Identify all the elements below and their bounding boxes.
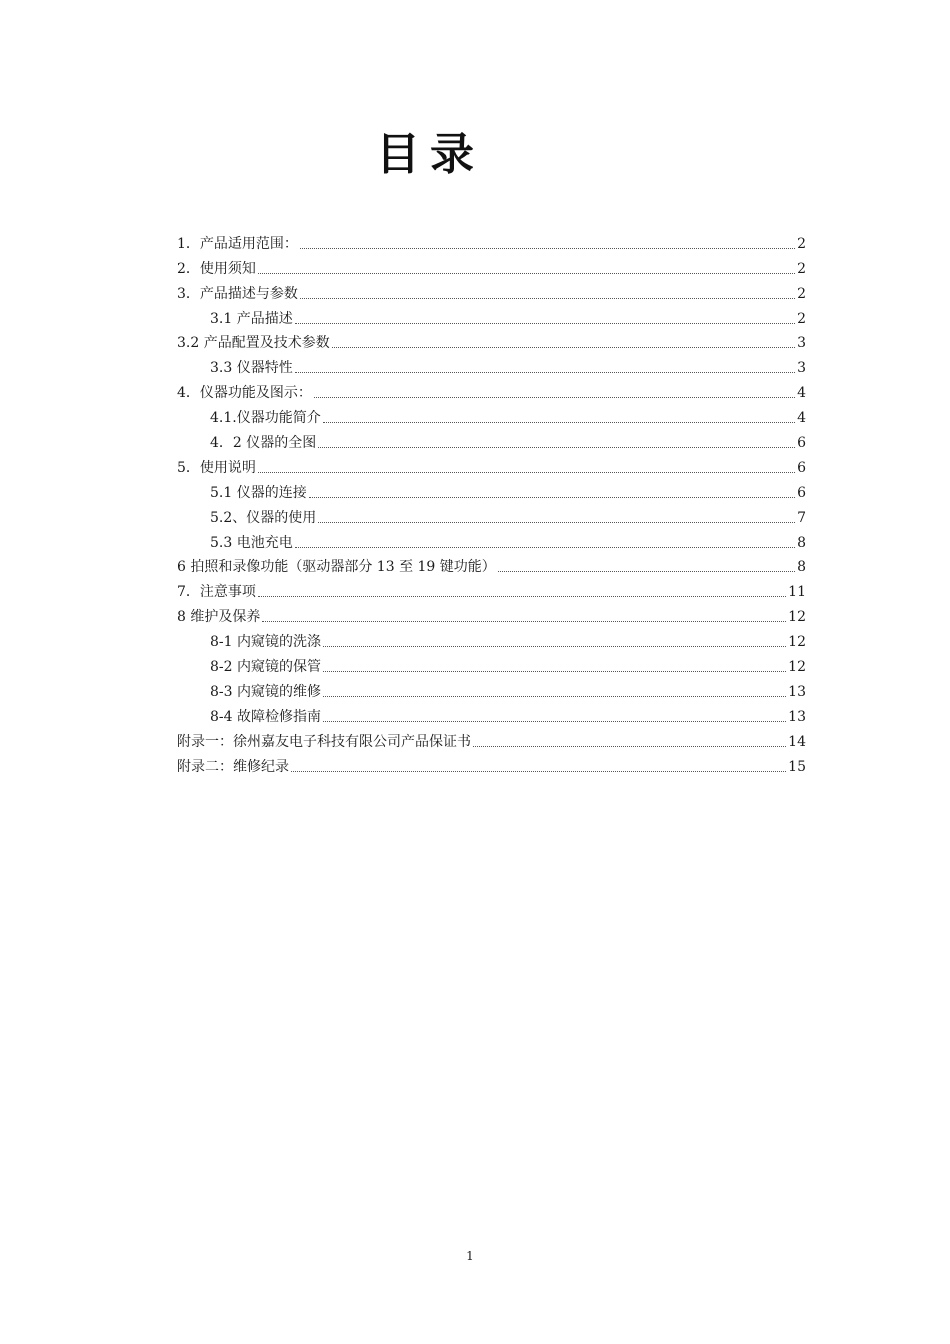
toc-entry[interactable] (177, 751, 806, 776)
toc-entry-label: 6 拍照和录像功能（驱动器部分 13 至 19 键功能） (177, 559, 496, 576)
toc-entry[interactable] (177, 452, 806, 477)
toc-entry-page-number: 12 (788, 634, 806, 651)
toc-entry-page-number: 6 (797, 459, 806, 476)
toc-entry-label: 3．产品描述与参数 (177, 285, 298, 302)
toc-entry-page-number: 8 (797, 534, 806, 551)
toc-dot-leader (323, 645, 786, 647)
toc-entry-page-number: 2 (797, 235, 806, 252)
toc-entry-label: 3.1 产品描述 (210, 310, 293, 327)
toc-entry[interactable] (177, 427, 806, 452)
toc-entry-page-number: 12 (788, 659, 806, 676)
toc-entry-page-number: 3 (797, 360, 806, 377)
toc-entry-page-number: 13 (788, 683, 806, 700)
toc-entry-page-number: 7 (797, 509, 806, 526)
toc-dot-leader (473, 745, 786, 747)
toc-title: 目录 (376, 129, 484, 180)
toc-entry[interactable] (177, 328, 806, 353)
toc-dot-leader (300, 297, 795, 299)
toc-dot-leader (258, 272, 795, 274)
toc-entry-label: 2．使用须知 (177, 260, 256, 277)
toc-dot-leader (318, 446, 795, 448)
toc-dot-leader (309, 496, 795, 498)
toc-entry-label: 4．2 仪器的全图 (210, 435, 317, 452)
toc-entry-label: 附录二：维修纪录 (177, 758, 289, 775)
toc-dot-leader (291, 770, 786, 772)
table-of-contents (177, 228, 806, 776)
toc-entry[interactable] (177, 626, 806, 651)
toc-dot-leader (295, 546, 795, 548)
toc-dot-leader (323, 670, 786, 672)
toc-entry-page-number: 6 (797, 435, 806, 452)
toc-entry-label: 3.2 产品配置及技术参数 (177, 335, 330, 352)
toc-dot-leader (258, 471, 795, 473)
toc-entry[interactable] (177, 726, 806, 751)
toc-dot-leader (295, 371, 795, 373)
toc-entry-page-number: 6 (797, 484, 806, 501)
toc-entry[interactable] (177, 676, 806, 701)
toc-entry[interactable] (177, 502, 806, 527)
toc-entry-label: 3.3 仪器特性 (210, 360, 293, 377)
toc-entry[interactable] (177, 278, 806, 303)
toc-entry-page-number: 14 (788, 733, 806, 750)
toc-dot-leader (258, 595, 786, 597)
toc-entry-label: 8-4 故障检修指南 (210, 708, 321, 725)
toc-dot-leader (332, 346, 795, 348)
toc-entry[interactable] (177, 477, 806, 502)
toc-entry-page-number: 12 (788, 609, 806, 626)
toc-entry[interactable] (177, 576, 806, 601)
toc-dot-leader (323, 695, 786, 697)
toc-dot-leader (498, 570, 795, 572)
toc-entry-label: 5．使用说明 (177, 459, 256, 476)
toc-entry-page-number: 8 (797, 559, 806, 576)
toc-dot-leader (323, 421, 795, 423)
toc-entry-label: 7．注意事项 (177, 584, 256, 601)
toc-entry-label: 5.1 仪器的连接 (210, 484, 307, 501)
toc-entry-label: 4．仪器功能及图示： (177, 385, 312, 402)
toc-entry-label: 1．产品适用范围： (177, 235, 298, 252)
toc-entry[interactable] (177, 228, 806, 253)
toc-entry[interactable] (177, 552, 806, 577)
toc-entry-label: 8-2 内窥镜的保管 (210, 659, 321, 676)
toc-entry[interactable] (177, 601, 806, 626)
toc-entry-page-number: 3 (797, 335, 806, 352)
toc-entry[interactable] (177, 651, 806, 676)
toc-entry[interactable] (177, 253, 806, 278)
toc-dot-leader (262, 620, 786, 622)
toc-entry-page-number: 4 (797, 385, 806, 402)
toc-entry-label: 5.2、仪器的使用 (210, 509, 317, 526)
toc-dot-leader (295, 322, 795, 324)
toc-dot-leader (314, 396, 795, 398)
toc-entry[interactable] (177, 402, 806, 427)
toc-entry-label: 5.3 电池充电 (210, 534, 293, 551)
toc-entry[interactable] (177, 701, 806, 726)
toc-entry-page-number: 2 (797, 260, 806, 277)
toc-entry[interactable] (177, 303, 806, 328)
toc-entry-label: 8-1 内窥镜的洗涤 (210, 634, 321, 651)
page-number: 1 (466, 1249, 474, 1263)
toc-entry-page-number: 2 (797, 285, 806, 302)
toc-entry-label: 8-3 内窥镜的维修 (210, 683, 321, 700)
toc-entry-label: 8 维护及保养 (177, 609, 261, 626)
toc-entry-page-number: 4 (797, 410, 806, 427)
toc-entry-page-number: 13 (788, 708, 806, 725)
toc-entry-page-number: 11 (788, 584, 806, 601)
toc-entry[interactable] (177, 377, 806, 402)
toc-entry-page-number: 15 (788, 758, 806, 775)
toc-dot-leader (300, 247, 795, 249)
toc-dot-leader (318, 521, 795, 523)
toc-dot-leader (323, 720, 786, 722)
toc-entry-label: 附录一：徐州嘉友电子科技有限公司产品保证书 (177, 733, 471, 750)
toc-entry[interactable] (177, 352, 806, 377)
toc-entry-label: 4.1.仪器功能简介 (210, 410, 321, 427)
toc-entry[interactable] (177, 527, 806, 552)
toc-entry-page-number: 2 (797, 310, 806, 327)
